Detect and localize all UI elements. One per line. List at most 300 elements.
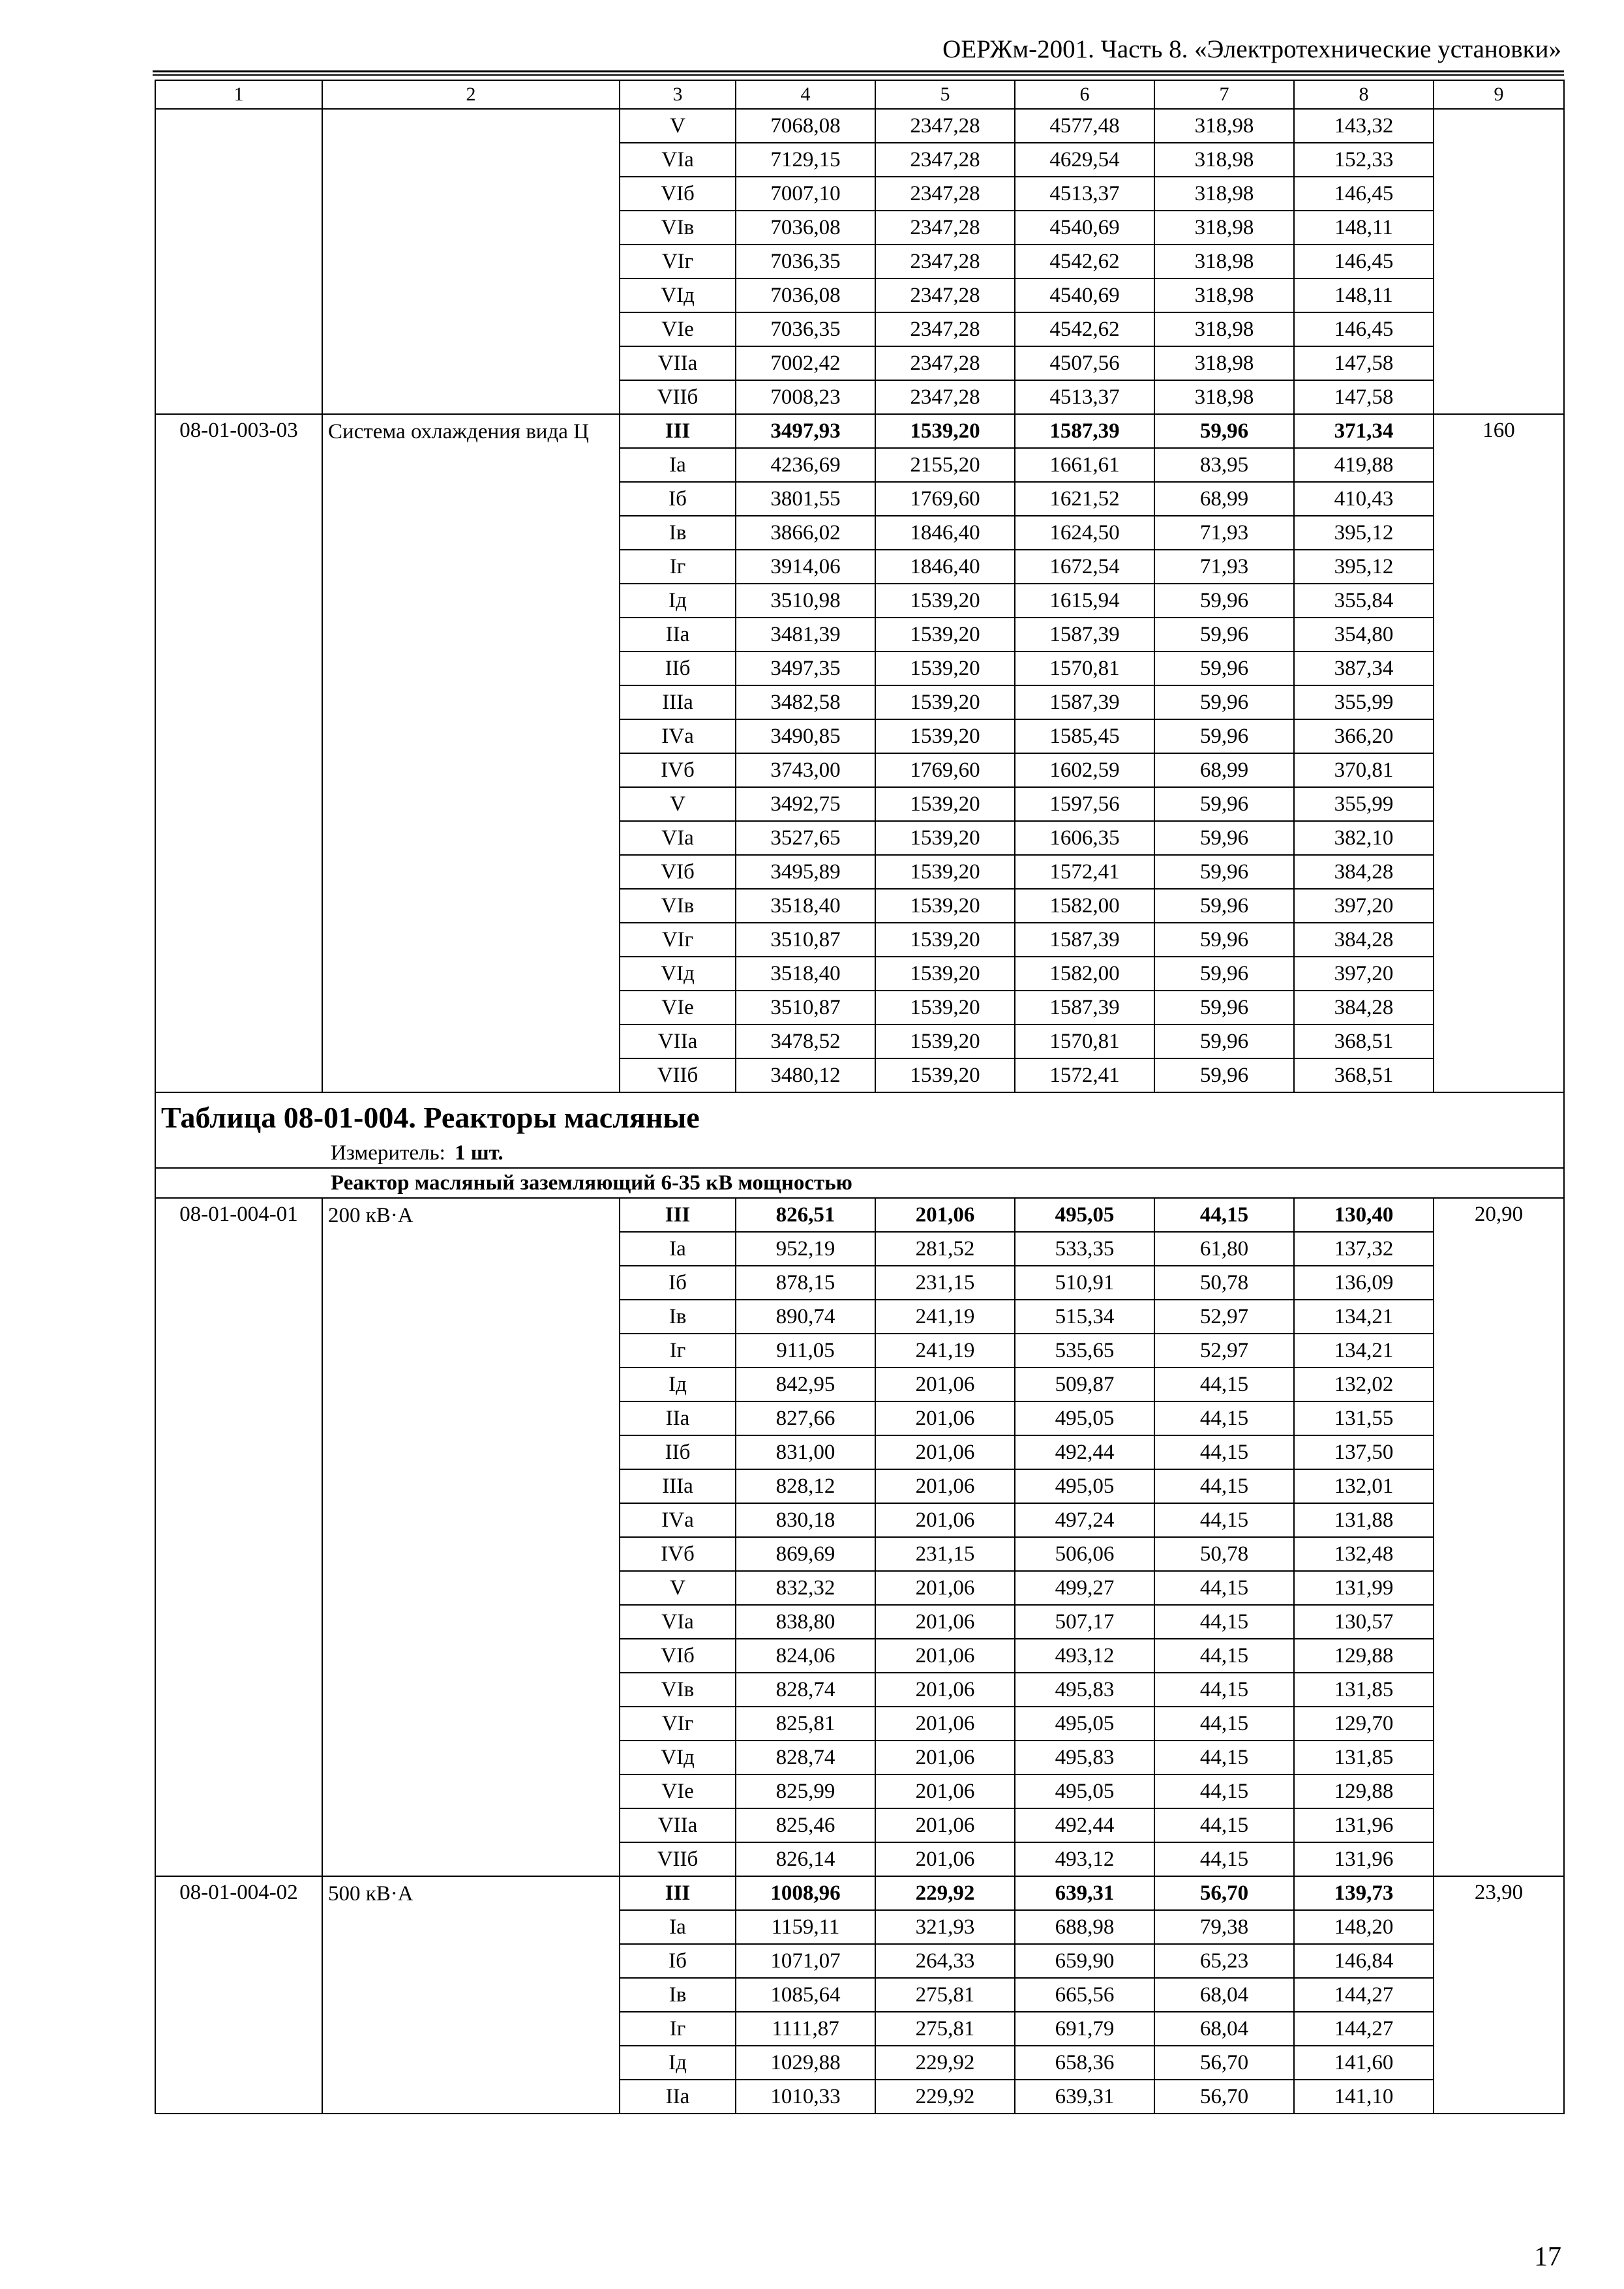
operator-wage-cell: 44,15: [1154, 1368, 1294, 1401]
machine-cost-cell: 495,83: [1015, 1741, 1154, 1774]
machine-cost-cell: 1570,81: [1015, 1025, 1154, 1058]
column-number: 9: [1434, 80, 1564, 109]
operator-wage-cell: 44,15: [1154, 1198, 1294, 1232]
labor-cost-cell: 264,33: [875, 1944, 1015, 1978]
materials-cost-cell: 371,34: [1294, 414, 1434, 448]
labor-cost-cell: 201,06: [875, 1198, 1015, 1232]
labor-cost-cell: 2347,28: [875, 380, 1015, 414]
labor-cost-cell: 2347,28: [875, 109, 1015, 143]
rate-code: 08-01-003-03: [155, 414, 322, 1092]
materials-cost-cell: 354,80: [1294, 618, 1434, 651]
operator-wage-cell: 59,96: [1154, 923, 1294, 957]
materials-cost-cell: 146,84: [1294, 1944, 1434, 1978]
materials-cost-cell: 131,96: [1294, 1808, 1434, 1842]
materials-cost-cell: 148,11: [1294, 278, 1434, 312]
total-cost-cell: 3914,06: [736, 550, 875, 584]
labor-cost-cell: 1769,60: [875, 482, 1015, 516]
total-cost-cell: 3510,98: [736, 584, 875, 618]
total-cost-cell: 4236,69: [736, 448, 875, 482]
operator-wage-cell: 59,96: [1154, 584, 1294, 618]
zone-cell: VIг: [620, 245, 736, 278]
machine-cost-cell: 1572,41: [1015, 1058, 1154, 1092]
zone-cell: VIIб: [620, 1842, 736, 1876]
operator-wage-cell: 59,96: [1154, 991, 1294, 1025]
materials-cost-cell: 146,45: [1294, 245, 1434, 278]
materials-cost-cell: 144,27: [1294, 2012, 1434, 2046]
zone-cell: Iг: [620, 2012, 736, 2046]
operator-wage-cell: 59,96: [1154, 957, 1294, 991]
zone-cell: VIд: [620, 957, 736, 991]
labor-cost-cell: 229,92: [875, 2080, 1015, 2114]
total-cost-cell: 3518,40: [736, 889, 875, 923]
machine-cost-cell: 1585,45: [1015, 719, 1154, 753]
operator-wage-cell: 59,96: [1154, 1025, 1294, 1058]
section-unit-row: [155, 1139, 1564, 1168]
machine-cost-cell: 1582,00: [1015, 889, 1154, 923]
rate-name: 200 кВ·А: [322, 1198, 620, 1876]
materials-cost-cell: 137,32: [1294, 1232, 1434, 1266]
operator-wage-cell: 50,78: [1154, 1266, 1294, 1300]
column-number: 3: [620, 80, 736, 109]
rates-table: [155, 80, 1565, 2114]
zone-cell: IIIа: [620, 1469, 736, 1503]
machine-cost-cell: 497,24: [1015, 1503, 1154, 1537]
operator-wage-cell: 59,96: [1154, 889, 1294, 923]
machine-cost-cell: 4629,54: [1015, 143, 1154, 177]
materials-cost-cell: 141,10: [1294, 2080, 1434, 2114]
labor-cost-cell: 1539,20: [875, 821, 1015, 855]
materials-cost-cell: 139,73: [1294, 1876, 1434, 1910]
materials-cost-cell: 148,11: [1294, 211, 1434, 245]
materials-cost-cell: 419,88: [1294, 448, 1434, 482]
materials-cost-cell: 137,50: [1294, 1435, 1434, 1469]
materials-cost-cell: 132,02: [1294, 1368, 1434, 1401]
operator-wage-cell: 318,98: [1154, 346, 1294, 380]
machine-cost-cell: 495,05: [1015, 1401, 1154, 1435]
zone-cell: IVа: [620, 719, 736, 753]
materials-cost-cell: 143,32: [1294, 109, 1434, 143]
zone-cell: Iб: [620, 1266, 736, 1300]
total-cost-cell: 842,95: [736, 1368, 875, 1401]
operator-wage-cell: 44,15: [1154, 1741, 1294, 1774]
materials-cost-cell: 146,45: [1294, 312, 1434, 346]
total-cost-cell: 1029,88: [736, 2046, 875, 2080]
total-cost-cell: 7129,15: [736, 143, 875, 177]
total-cost-cell: 869,69: [736, 1537, 875, 1571]
machine-cost-cell: 1606,35: [1015, 821, 1154, 855]
total-cost-cell: 824,06: [736, 1639, 875, 1673]
labor-cost-cell: 2347,28: [875, 245, 1015, 278]
zone-cell: VIIа: [620, 1808, 736, 1842]
materials-cost-cell: 147,58: [1294, 380, 1434, 414]
zone-cell: VIIа: [620, 1025, 736, 1058]
machine-cost-cell: 4513,37: [1015, 380, 1154, 414]
total-cost-cell: 3866,02: [736, 516, 875, 550]
labor-cost-cell: 1846,40: [875, 550, 1015, 584]
machine-cost-cell: 4542,62: [1015, 312, 1154, 346]
operator-wage-cell: 68,99: [1154, 482, 1294, 516]
total-cost-cell: 831,00: [736, 1435, 875, 1469]
section-title: Таблица 08-01-004. Реакторы масляные: [155, 1092, 1564, 1139]
zone-cell: IIб: [620, 651, 736, 685]
total-cost-cell: 3482,58: [736, 685, 875, 719]
zone-cell: IVб: [620, 753, 736, 787]
total-cost-cell: 1085,64: [736, 1978, 875, 2012]
total-cost-cell: 3492,75: [736, 787, 875, 821]
labor-cost-cell: 1539,20: [875, 719, 1015, 753]
labor-cost-cell: 1539,20: [875, 889, 1015, 923]
materials-cost-cell: 131,96: [1294, 1842, 1434, 1876]
machine-cost-cell: 535,65: [1015, 1334, 1154, 1368]
operator-wage-cell: 56,70: [1154, 2046, 1294, 2080]
zone-cell: VIе: [620, 1774, 736, 1808]
total-cost-cell: 3490,85: [736, 719, 875, 753]
code-cell: [155, 109, 322, 414]
operator-wage-cell: 61,80: [1154, 1232, 1294, 1266]
labor-cost-cell: 1539,20: [875, 923, 1015, 957]
zone-cell: V: [620, 1571, 736, 1605]
column-number: 6: [1015, 80, 1154, 109]
materials-cost-cell: 397,20: [1294, 957, 1434, 991]
operator-wage-cell: 44,15: [1154, 1808, 1294, 1842]
materials-cost-cell: 131,99: [1294, 1571, 1434, 1605]
materials-cost-cell: 384,28: [1294, 991, 1434, 1025]
machine-cost-cell: 659,90: [1015, 1944, 1154, 1978]
materials-cost-cell: 129,88: [1294, 1639, 1434, 1673]
zone-cell: IIIа: [620, 685, 736, 719]
total-cost-cell: 7036,08: [736, 211, 875, 245]
zone-cell: V: [620, 787, 736, 821]
labor-cost-cell: 2347,28: [875, 143, 1015, 177]
column-number: 8: [1294, 80, 1434, 109]
machine-cost-cell: 506,06: [1015, 1537, 1154, 1571]
labor-cost-cell: 201,06: [875, 1503, 1015, 1537]
rate-code: 08-01-004-01: [155, 1198, 322, 1876]
total-cost-cell: 828,12: [736, 1469, 875, 1503]
machine-cost-cell: 1602,59: [1015, 753, 1154, 787]
materials-cost-cell: 355,99: [1294, 787, 1434, 821]
machine-cost-cell: 639,31: [1015, 1876, 1154, 1910]
zone-cell: VIа: [620, 143, 736, 177]
total-cost-cell: 3518,40: [736, 957, 875, 991]
materials-cost-cell: 366,20: [1294, 719, 1434, 753]
materials-cost-cell: 147,58: [1294, 346, 1434, 380]
operator-wage-cell: 318,98: [1154, 211, 1294, 245]
materials-cost-cell: 368,51: [1294, 1058, 1434, 1092]
labor-cost-cell: 201,06: [875, 1605, 1015, 1639]
materials-cost-cell: 131,88: [1294, 1503, 1434, 1537]
operator-wage-cell: 44,15: [1154, 1571, 1294, 1605]
operator-wage-cell: 318,98: [1154, 245, 1294, 278]
section-subtitle: Реактор масляный заземляющий 6-35 кВ мощностью: [331, 1171, 852, 1195]
total-cost-cell: 3497,35: [736, 651, 875, 685]
materials-cost-cell: 397,20: [1294, 889, 1434, 923]
table-row: [155, 1198, 1564, 1232]
total-cost-cell: 878,15: [736, 1266, 875, 1300]
machine-cost-cell: 1572,41: [1015, 855, 1154, 889]
labor-cost-cell: 1846,40: [875, 516, 1015, 550]
machine-cost-cell: 1597,56: [1015, 787, 1154, 821]
materials-cost-cell: 395,12: [1294, 550, 1434, 584]
machine-cost-cell: 688,98: [1015, 1910, 1154, 1944]
machine-cost-cell: 533,35: [1015, 1232, 1154, 1266]
operator-wage-cell: 71,93: [1154, 516, 1294, 550]
table-row: [155, 414, 1564, 448]
subtitle-cell: [155, 1168, 1564, 1198]
labor-cost-cell: 201,06: [875, 1707, 1015, 1741]
zone-cell: VIг: [620, 923, 736, 957]
table-row: [155, 109, 1564, 143]
zone-cell: Iб: [620, 482, 736, 516]
page-header-title: ОЕРЖм-2001. Часть 8. «Электротехнические установки»: [942, 35, 1561, 63]
labor-cost-cell: 2347,28: [875, 312, 1015, 346]
zone-cell: III: [620, 1198, 736, 1232]
machine-cost-cell: 492,44: [1015, 1435, 1154, 1469]
total-cost-cell: 3497,93: [736, 414, 875, 448]
materials-cost-cell: 152,33: [1294, 143, 1434, 177]
operator-wage-cell: 318,98: [1154, 312, 1294, 346]
page-number: 17: [1534, 2242, 1561, 2272]
labor-cost-cell: 1539,20: [875, 855, 1015, 889]
zone-cell: VIа: [620, 1605, 736, 1639]
zone-cell: VIIб: [620, 1058, 736, 1092]
machine-cost-cell: 499,27: [1015, 1571, 1154, 1605]
labor-cost-cell: 2347,28: [875, 211, 1015, 245]
labor-cost-cell: 201,06: [875, 1435, 1015, 1469]
zone-cell: VIб: [620, 1639, 736, 1673]
machine-cost-cell: 493,12: [1015, 1842, 1154, 1876]
total-cost-cell: 826,51: [736, 1198, 875, 1232]
machine-cost-cell: 4577,48: [1015, 109, 1154, 143]
operator-wage-cell: 79,38: [1154, 1910, 1294, 1944]
operator-wage-cell: 44,15: [1154, 1401, 1294, 1435]
operator-wage-cell: 318,98: [1154, 380, 1294, 414]
total-cost-cell: 1010,33: [736, 2080, 875, 2114]
materials-cost-cell: 141,60: [1294, 2046, 1434, 2080]
zone-cell: IIа: [620, 1401, 736, 1435]
rates-table-body: [155, 80, 1564, 2114]
total-cost-cell: 7002,42: [736, 346, 875, 380]
total-cost-cell: 825,81: [736, 1707, 875, 1741]
materials-cost-cell: 130,40: [1294, 1198, 1434, 1232]
column-number: 2: [322, 80, 620, 109]
labor-cost-cell: 1769,60: [875, 753, 1015, 787]
machine-cost-cell: 495,05: [1015, 1707, 1154, 1741]
labor-cost-cell: 201,06: [875, 1774, 1015, 1808]
total-cost-cell: 7007,10: [736, 177, 875, 211]
labor-cost-cell: 201,06: [875, 1842, 1015, 1876]
machine-cost-cell: 4540,69: [1015, 211, 1154, 245]
labor-cost-cell: 241,19: [875, 1300, 1015, 1334]
zone-cell: Iв: [620, 1300, 736, 1334]
materials-cost-cell: 134,21: [1294, 1300, 1434, 1334]
labor-cost-cell: 201,06: [875, 1741, 1015, 1774]
total-cost-cell: 7036,08: [736, 278, 875, 312]
machine-cost-cell: 493,12: [1015, 1639, 1154, 1673]
machine-cost-cell: 665,56: [1015, 1978, 1154, 2012]
zone-cell: V: [620, 109, 736, 143]
operator-wage-cell: 59,96: [1154, 685, 1294, 719]
section-subtitle-row: [155, 1168, 1564, 1198]
total-cost-cell: 1071,07: [736, 1944, 875, 1978]
total-cost-cell: 3480,12: [736, 1058, 875, 1092]
operator-wage-cell: 318,98: [1154, 278, 1294, 312]
zone-cell: IIб: [620, 1435, 736, 1469]
labor-cost-cell: 201,06: [875, 1639, 1015, 1673]
column-number-row: [155, 80, 1564, 109]
materials-cost-cell: 144,27: [1294, 1978, 1434, 2012]
labor-cost-cell: 2347,28: [875, 278, 1015, 312]
machine-cost-cell: 4540,69: [1015, 278, 1154, 312]
machine-cost-cell: 515,34: [1015, 1300, 1154, 1334]
zone-cell: Iд: [620, 2046, 736, 2080]
machine-cost-cell: 507,17: [1015, 1605, 1154, 1639]
total-cost-cell: 3510,87: [736, 923, 875, 957]
labor-cost-cell: 1539,20: [875, 618, 1015, 651]
total-cost-cell: 3743,00: [736, 753, 875, 787]
labor-cost-cell: 229,92: [875, 1876, 1015, 1910]
labor-cost-cell: 1539,20: [875, 1058, 1015, 1092]
total-cost-cell: 830,18: [736, 1503, 875, 1537]
rate-code: 08-01-004-02: [155, 1876, 322, 2114]
zone-cell: VIIб: [620, 380, 736, 414]
labor-cost-cell: 229,92: [875, 2046, 1015, 2080]
machine-cost-cell: 658,36: [1015, 2046, 1154, 2080]
operator-wage-cell: 318,98: [1154, 143, 1294, 177]
labor-cost-cell: 2155,20: [875, 448, 1015, 482]
col9-value: 20,90: [1434, 1198, 1564, 1876]
materials-cost-cell: 384,28: [1294, 855, 1434, 889]
total-cost-cell: 838,80: [736, 1605, 875, 1639]
total-cost-cell: 3801,55: [736, 482, 875, 516]
name-cell: [322, 109, 620, 414]
zone-cell: VIв: [620, 1673, 736, 1707]
machine-cost-cell: 510,91: [1015, 1266, 1154, 1300]
materials-cost-cell: 132,01: [1294, 1469, 1434, 1503]
total-cost-cell: 7036,35: [736, 245, 875, 278]
labor-cost-cell: 2347,28: [875, 177, 1015, 211]
operator-wage-cell: 59,96: [1154, 821, 1294, 855]
labor-cost-cell: 1539,20: [875, 991, 1015, 1025]
operator-wage-cell: 44,15: [1154, 1503, 1294, 1537]
machine-cost-cell: 4513,37: [1015, 177, 1154, 211]
operator-wage-cell: 65,23: [1154, 1944, 1294, 1978]
table-row: [155, 1876, 1564, 1910]
operator-wage-cell: 44,15: [1154, 1774, 1294, 1808]
machine-cost-cell: 1661,61: [1015, 448, 1154, 482]
labor-cost-cell: 275,81: [875, 1978, 1015, 2012]
labor-cost-cell: 1539,20: [875, 1025, 1015, 1058]
unit-cell: [155, 1139, 1564, 1168]
labor-cost-cell: 275,81: [875, 2012, 1015, 2046]
zone-cell: Iд: [620, 584, 736, 618]
total-cost-cell: 7008,23: [736, 380, 875, 414]
materials-cost-cell: 387,34: [1294, 651, 1434, 685]
operator-wage-cell: 318,98: [1154, 177, 1294, 211]
operator-wage-cell: 59,96: [1154, 787, 1294, 821]
operator-wage-cell: 44,15: [1154, 1673, 1294, 1707]
materials-cost-cell: 129,88: [1294, 1774, 1434, 1808]
zone-cell: VIа: [620, 821, 736, 855]
labor-cost-cell: 1539,20: [875, 414, 1015, 448]
total-cost-cell: 7036,35: [736, 312, 875, 346]
total-cost-cell: 890,74: [736, 1300, 875, 1334]
zone-cell: IVб: [620, 1537, 736, 1571]
unit-label: Измеритель:: [331, 1141, 445, 1165]
machine-cost-cell: 495,05: [1015, 1469, 1154, 1503]
total-cost-cell: 3527,65: [736, 821, 875, 855]
operator-wage-cell: 71,93: [1154, 550, 1294, 584]
operator-wage-cell: 44,15: [1154, 1707, 1294, 1741]
operator-wage-cell: 68,99: [1154, 753, 1294, 787]
machine-cost-cell: 495,05: [1015, 1774, 1154, 1808]
total-cost-cell: 952,19: [736, 1232, 875, 1266]
labor-cost-cell: 2347,28: [875, 346, 1015, 380]
labor-cost-cell: 241,19: [875, 1334, 1015, 1368]
zone-cell: VIд: [620, 278, 736, 312]
total-cost-cell: 911,05: [736, 1334, 875, 1368]
zone-cell: Iб: [620, 1944, 736, 1978]
machine-cost-cell: 1570,81: [1015, 651, 1154, 685]
zone-cell: Iа: [620, 448, 736, 482]
col9-value: 23,90: [1434, 1876, 1564, 2114]
labor-cost-cell: 201,06: [875, 1808, 1015, 1842]
column-number: 1: [155, 80, 322, 109]
column-number: 4: [736, 80, 875, 109]
total-cost-cell: 3495,89: [736, 855, 875, 889]
materials-cost-cell: 130,57: [1294, 1605, 1434, 1639]
machine-cost-cell: 639,31: [1015, 2080, 1154, 2114]
materials-cost-cell: 136,09: [1294, 1266, 1434, 1300]
total-cost-cell: 7068,08: [736, 109, 875, 143]
column-number: 7: [1154, 80, 1294, 109]
materials-cost-cell: 131,85: [1294, 1673, 1434, 1707]
total-cost-cell: 826,14: [736, 1842, 875, 1876]
materials-cost-cell: 395,12: [1294, 516, 1434, 550]
operator-wage-cell: 44,15: [1154, 1842, 1294, 1876]
zone-cell: VIв: [620, 211, 736, 245]
zone-cell: Iв: [620, 516, 736, 550]
machine-cost-cell: 1621,52: [1015, 482, 1154, 516]
operator-wage-cell: 59,96: [1154, 414, 1294, 448]
labor-cost-cell: 1539,20: [875, 787, 1015, 821]
machine-cost-cell: 1587,39: [1015, 923, 1154, 957]
total-cost-cell: 825,46: [736, 1808, 875, 1842]
total-cost-cell: 3510,87: [736, 991, 875, 1025]
zone-cell: VIб: [620, 855, 736, 889]
materials-cost-cell: 134,21: [1294, 1334, 1434, 1368]
machine-cost-cell: 495,05: [1015, 1198, 1154, 1232]
machine-cost-cell: 1615,94: [1015, 584, 1154, 618]
machine-cost-cell: 1587,39: [1015, 414, 1154, 448]
machine-cost-cell: 495,83: [1015, 1673, 1154, 1707]
operator-wage-cell: 83,95: [1154, 448, 1294, 482]
materials-cost-cell: 410,43: [1294, 482, 1434, 516]
materials-cost-cell: 370,81: [1294, 753, 1434, 787]
header-rule: [153, 70, 1564, 76]
materials-cost-cell: 146,45: [1294, 177, 1434, 211]
zone-cell: VIг: [620, 1707, 736, 1741]
total-cost-cell: 828,74: [736, 1741, 875, 1774]
machine-cost-cell: 1624,50: [1015, 516, 1154, 550]
labor-cost-cell: 201,06: [875, 1368, 1015, 1401]
column-number: 5: [875, 80, 1015, 109]
machine-cost-cell: 1672,54: [1015, 550, 1154, 584]
zone-cell: VIб: [620, 177, 736, 211]
labor-cost-cell: 1539,20: [875, 957, 1015, 991]
zone-cell: IVа: [620, 1503, 736, 1537]
unit-value: 1 шт.: [455, 1141, 504, 1165]
